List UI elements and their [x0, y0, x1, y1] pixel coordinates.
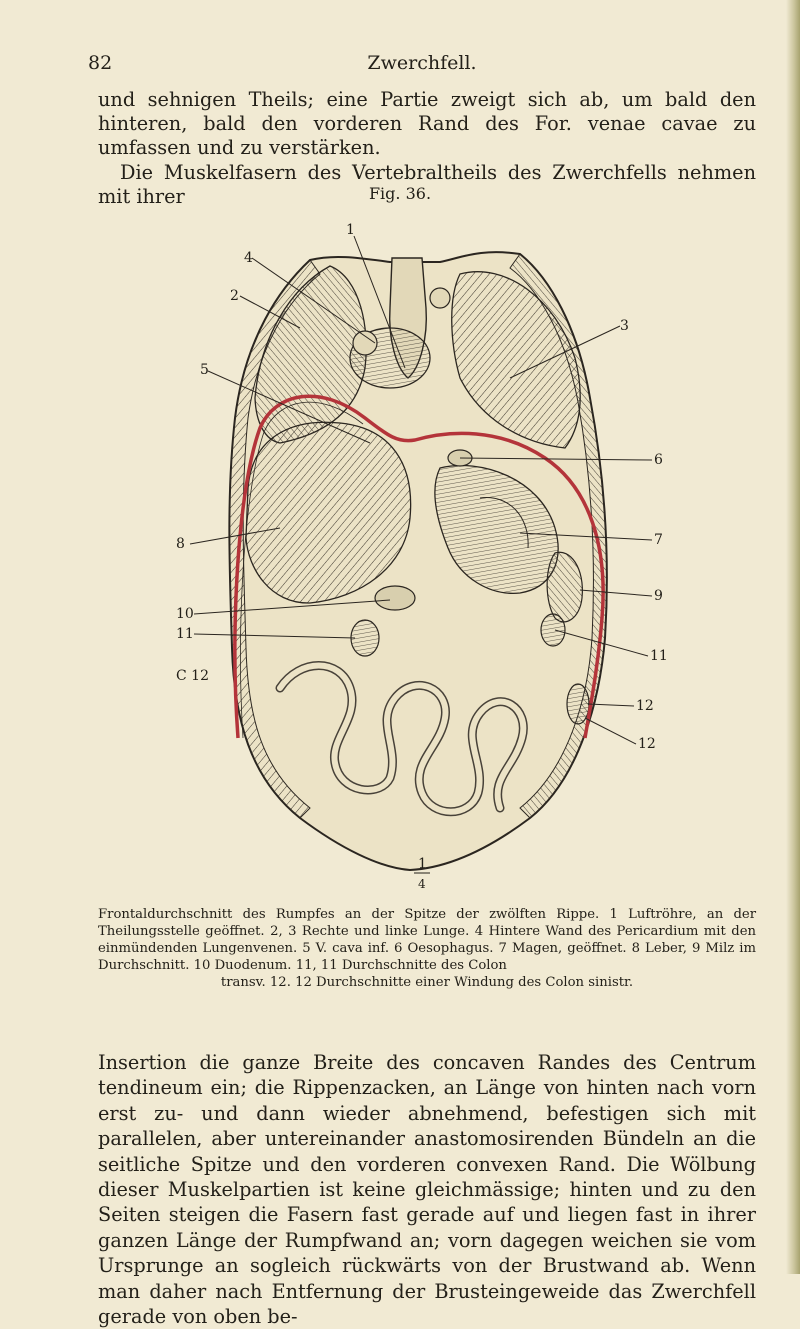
- scale-numerator: 1: [418, 856, 427, 872]
- page-header: [88, 52, 756, 82]
- paragraph-1: und sehnigen Theils; eine Partie zweigt sich ab, um bald den hinteren, bald den vorderen Rand des For. venae cavae zu umfassen und zu verstärken.: [98, 88, 756, 159]
- label-2: 2: [230, 288, 239, 304]
- label-7: 7: [654, 532, 663, 548]
- running-title: Zwerchfell.: [367, 52, 477, 74]
- figure-label: Fig. 36.: [368, 184, 432, 203]
- label-3: 3: [620, 318, 629, 334]
- label-9: 9: [654, 588, 663, 604]
- label-6: 6: [654, 452, 663, 468]
- colon-transverse-section-2: [541, 614, 565, 646]
- pulmonary-vein-left: [430, 288, 450, 308]
- label-12a: 12: [636, 698, 654, 714]
- frontal-section-illustration: [160, 218, 680, 890]
- paragraph-2: Die Muskelfasern des Vertebraltheils des Zwerchfells nehmen mit ihrer: [98, 161, 756, 208]
- caption-text: Frontaldurchschnitt des Rumpfes an der Spitze der zwölften Rippe. 1 Luftröhre, an der Theilungsstelle geöffnet. 2, 3 Rechte und linke Lunge. 4 Hintere Wand des Pericardium mit den einmündenden Lungenvenen. 5 V. cava inf. 6 Oesophagus. 7 Magen, geöffnet. 8 Leber, 9 Milz im Durchschnitt. 10 Duodenum. 11, 11 Durchschnitte des Colon: [98, 907, 756, 973]
- duodenum: [375, 586, 415, 610]
- page-number: 82: [88, 52, 113, 74]
- label-1: 1: [346, 222, 355, 238]
- label-12b: 12: [638, 736, 656, 752]
- pulmonary-vein: [353, 331, 377, 355]
- paragraph-3: Insertion die ganze Breite des concaven Randes des Centrum tendineum ein; die Rippenzacken, an Länge von hinten nach vorn erst zu- und dann wieder abnehmend, befestigen sich mit parallelen, aber untereinander anastomosirenden Bündeln an die seitliche Spitze und den vorderen convexen Rand. Die Wölbung dieser Muskelpartien ist keine gleichmässige; hinten und zu den Seiten steigen die Fasern fast gerade auf und liegen fast in ihrer ganzen Länge der Rumpfwand an; vorn dagegen weichen sie vom Ursprunge an sogleich rückwärts von der Brustwand ab. Wenn man daher nach Entfernung der Brusteingeweide das Zwerchfell gerade von oben be-: [98, 1051, 756, 1329]
- scale-denominator: 4: [418, 877, 426, 890]
- label-8: 8: [176, 536, 185, 552]
- anatomical-figure: [160, 218, 680, 894]
- figure-caption: [98, 906, 756, 991]
- caption-last-line: transv. 12. 12 Durchschnitte einer Windung des Colon sinistr.: [220, 975, 634, 990]
- label-4: 4: [244, 250, 253, 266]
- label-11-right: 11: [650, 648, 668, 664]
- label-10: 10: [176, 606, 194, 622]
- label-c12: C 12: [176, 668, 209, 684]
- label-5: 5: [200, 362, 209, 378]
- colon-transverse-section: [351, 620, 379, 656]
- label-11-left: 11: [176, 626, 194, 642]
